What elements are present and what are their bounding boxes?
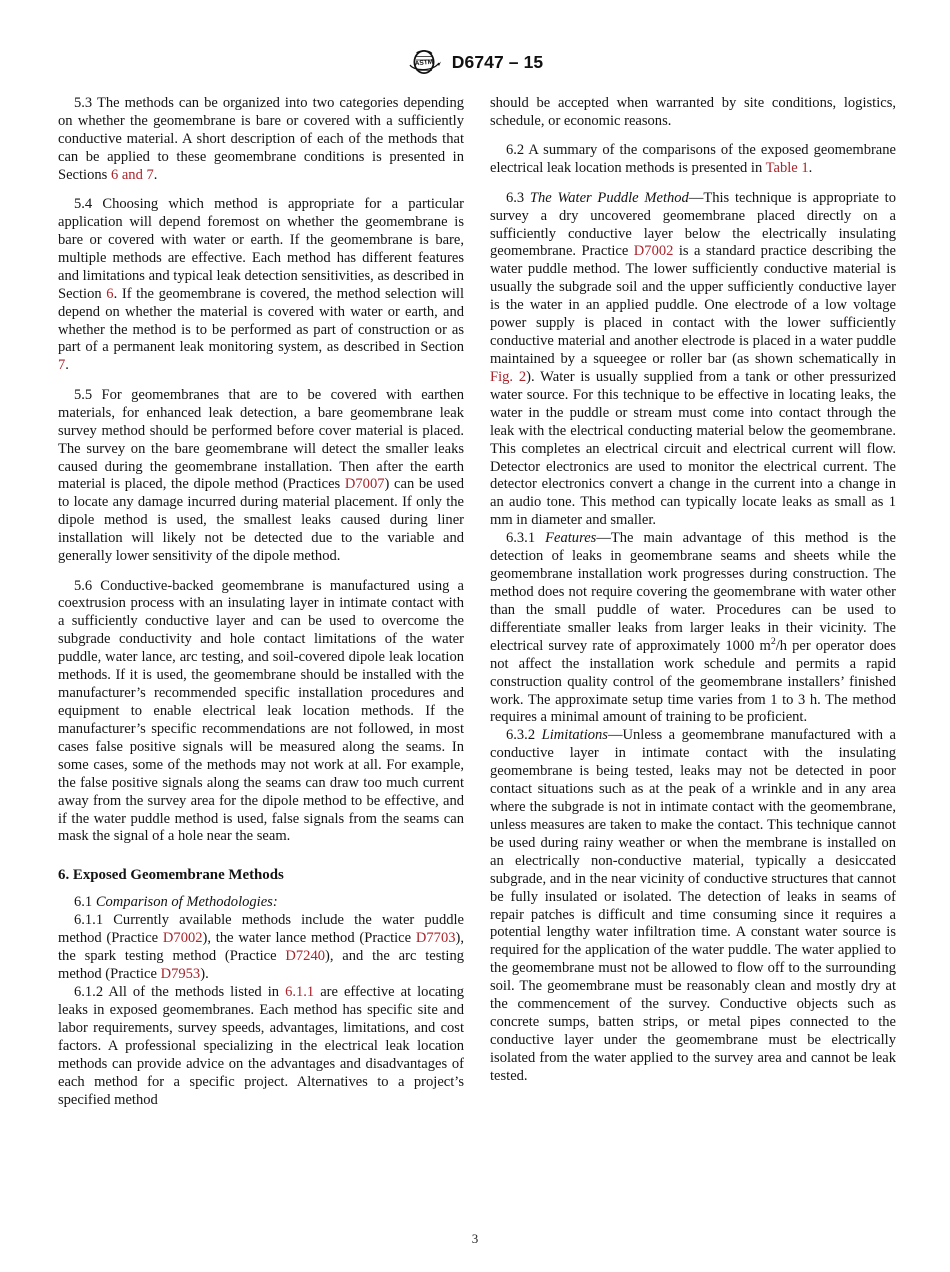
paragraph-6-1-1-text-e: ). <box>200 966 209 983</box>
paragraph-5-3-text-b: . <box>153 166 158 183</box>
paragraph-6-2-text-b: . <box>808 160 813 177</box>
paragraph-6-3-2-text-a: —Unless a geomembrane manufactured with a conductive layer in intimate contact with the insulating geomembrane is being tested, leaks may not be detected in poor contact situations such as at the peak of a wrinkle and in any area where the subgrade is not in intimate contact with the geomembrane, unless measures are taken to make the contact. This technique cannot be used during rainy weather or when the membrane is installed on an electrically non-conductive material, typically a desiccated subgrade, and in the near vicinity of conductive structures that cannot be fully insulated or isolated. The detection of leaks in seams of repair patches is difficult and time consuming since it requires a potential lengthy water infiltration time. A constant water source is required for the application of the water puddle. The water applied to the geomembrane must not be allowed to flow off to the surrounding soil. The geomembrane must be reasonably clean and mostly dry at the commencement of the survey. Conductive objects such as concrete sumps, batten strips, or metal pipes connected to the conductive layer under the geomembrane must be electrically isolated from the water applied to the survey area and cannot be leak tested. <box>490 727 897 1084</box>
paragraph-6-1-1-text-d: ), and the arc testing method (Practice <box>58 948 464 983</box>
paragraph-6-1-number: 6.1 <box>74 894 96 911</box>
reference-sections-6-and-7[interactable]: 6 and 7 <box>110 166 154 183</box>
paragraph-6-3-2 <box>490 727 896 1085</box>
paragraph-6-3-text-a: —This technique is appropriate to survey a dry uncovered geomembrane placed directly on a sufficiently conductive layer below the electrically insulating geomembrane. Practice <box>490 189 896 260</box>
paragraph-6-2-text-a: 6.2 A summary of the comparisons of the exposed geomembrane electrical leak location methods is presented in <box>490 142 896 177</box>
paragraph-6-1 <box>58 894 464 912</box>
paragraph-5-4-text-c: . <box>65 357 69 374</box>
svg-text:ASTM: ASTM <box>414 58 434 68</box>
reference-subsection-6-1-1[interactable]: 6.1.1 <box>285 983 315 1000</box>
reference-practice-d7953[interactable]: D7953 <box>160 966 201 983</box>
paragraph-continuation: should be accepted when warranted by site conditions, logistics, schedule, or economic reasons. <box>490 95 896 129</box>
paragraph-6-3-1-text-b: /h per operator does not affect the installation work schedule and permits a rapid construction quality control of the geomembrane installers’ finished work. The approximate setup time varies from 1 to 3 h. The method requires a minimal amount of training to be proficient. <box>490 637 896 726</box>
reference-table-1[interactable]: Table 1 <box>765 160 809 177</box>
paragraph-6-3-2-title: Limitations <box>541 727 608 744</box>
paragraph-6-2 <box>490 142 896 178</box>
paragraph-6-3-2-number: 6.3.2 <box>506 727 542 744</box>
two-column-body <box>58 95 896 1109</box>
astm-logo-icon <box>407 48 443 76</box>
paragraph-5-3-text-a: 5.3 The methods can be organized into two categories depending on whether the geomembrane is bare or covered with a sufficiently conductive material. A short description of each of the methods that can be applied to these geomembrane conditions is presented in Sections <box>58 95 464 183</box>
left-column <box>58 95 464 1109</box>
reference-practice-d7007[interactable]: D7007 <box>344 476 385 493</box>
paragraph-6-1-1-text-c: ), the spark testing method (Practice <box>58 930 464 965</box>
paragraph-5-5-text-b: ) can be used to locate any damage incurred during material placement. If only the dipole method is used, the smallest leaks caused during liner installation will likely not be detected due to the variable and generally lower sensitivity of the dipole method. <box>58 476 464 565</box>
paragraph-6-1-1 <box>58 912 464 984</box>
document-designation: D6747 – 15 <box>451 51 544 72</box>
page-number: 3 <box>471 1231 479 1246</box>
paragraph-5-5 <box>58 387 464 566</box>
page-footer <box>0 1230 950 1248</box>
reference-practice-d7002-right[interactable]: D7002 <box>633 243 674 260</box>
paragraph-6-1-1-text-b: ), the water lance method (Practice <box>202 930 416 947</box>
paragraph-6-3-text-c: ). Water is usually supplied from a tank or other pressurized water source. For this technique to be effective in locating leaks, the water in the puddle or stream must come into contact through the leak with the electrical conducting material below the geomembrane. This completes an electrical circuit and electrical current will flow. Detector electronics are used to monitor the electrical current. The detector electronics convert a change in the current into a change in an audio tone. This method can typically locate leaks as small as 1 mm in diameter and smaller. <box>490 368 896 529</box>
reference-section-7[interactable]: 7 <box>58 357 66 374</box>
paragraph-5-4-text-a: 5.4 Choosing which method is appropriate for a particular application will depend foremost on whether the geomembrane is bare or covered with water or earth. If the geomembrane is bare, multiple methods are effective. Each method has different features and limitations and typical leak detection sensitivities, as described in Section <box>58 196 464 302</box>
paragraph-6-3-1-title: Features <box>545 530 597 547</box>
paragraph-6-3-text-b: is a standard practice describing the water puddle method. The lower sufficiently conductive material is usually the subgrade soil and the upper sufficiently conductive layer is the water in an applied puddle. One electrode of a low voltage power supply is placed in contact with the lower sufficiently conductive material and another electrode is placed in a water puddle maintained by a squeegee or roller bar (as shown schematically in <box>490 243 896 367</box>
paragraph-5-4-text-b: . If the geomembrane is covered, the method selection will depend on whether the material is covered with water or earth, and whether the method is to be performed as part of construction or as part of a permanent leak monitoring system, as described in Section <box>58 285 464 356</box>
reference-practice-d7240[interactable]: D7240 <box>285 948 325 965</box>
reference-section-6[interactable]: 6 <box>106 285 114 302</box>
paragraph-5-3 <box>58 95 464 185</box>
reference-practice-d7703[interactable]: D7703 <box>415 930 456 947</box>
survey-rate-superscript: 2 <box>770 635 776 647</box>
paragraph-6-3-1-text-a: —The main advantage of this method is the detection of leaks in geomembrane seams and sheets while the geomembrane installation work progresses during construction. The method does not require covering the geomembrane with water other than the small puddle of water. Procedures can be used to differentiate smaller leaks from larger leaks in their vicinity. The electrical survey rate of approximately 1000 m <box>490 530 896 654</box>
paragraph-5-4 <box>58 196 464 375</box>
paragraph-6-1-1-text-a: 6.1.1 Currently available methods include the water puddle method (Practice <box>58 912 464 947</box>
paragraph-5-6: 5.6 Conductive-backed geomembrane is manufactured using a coextrusion process with an insulating layer in intimate contact with a sufficiently conductive layer and can be used to overcome the subgrade conductivity and hole contact limitations of the water puddle, water lance, arc testing, and soil-covered dipole leak location methods. If it is used, the geomembrane should be installed with the manufacturer’s recommended specific installation procedures and equipment to enable electrical leak location methods. If the manufacturer’s specific recommendations are not followed, in most cases false positive signals will be measured along the seams. In some cases, some of the methods may not work at all. For example, the false positive signals along the seams can draw too much current away from the survey area for the dipole method to be effective, and if the water puddle method is used, false signals from the seams can mask the signal of a hole near the seam. <box>58 577 464 845</box>
section-6-heading: 6. Exposed Geomembrane Methods <box>58 867 284 884</box>
right-column <box>490 95 896 1109</box>
paragraph-6-3-title: The Water Puddle Method <box>529 189 689 206</box>
paragraph-6-1-title: Comparison of Methodologies: <box>95 894 278 911</box>
paragraph-6-1-2-text-b: are effective at locating leaks in exposed geomembranes. Each method has specific site and labor requirements, survey speeds, advantages, limitations, and cost factors. A professional specializing in the electrical leak location methods can provide advice on the advantages and disadvantages of each method for a specific project. Alternatives to a project’s specified method <box>58 983 464 1108</box>
paragraph-6-3 <box>490 190 896 531</box>
paragraph-6-3-1-number: 6.3.1 <box>506 530 546 547</box>
reference-figure-2[interactable]: Fig. 2 <box>490 368 527 385</box>
page-header <box>0 44 950 80</box>
paragraph-6-3-number: 6.3 <box>506 189 530 206</box>
paragraph-6-1-2-text-a: 6.1.2 All of the methods listed in <box>74 983 286 1000</box>
paragraph-6-1-2 <box>58 984 464 1109</box>
paragraph-6-3-1 <box>490 530 896 727</box>
reference-practice-d7002-left[interactable]: D7002 <box>162 930 203 947</box>
paragraph-5-5-text-a: 5.5 For geomembranes that are to be covered with earthen materials, for enhanced leak detection, a bare geomembrane leak survey method should be performed before cover material is placed. The survey on the bare geomembrane will detect the smaller leaks caused during the geomembrane installation. Then after the earth material is placed, the dipole method (Practices <box>58 386 464 493</box>
